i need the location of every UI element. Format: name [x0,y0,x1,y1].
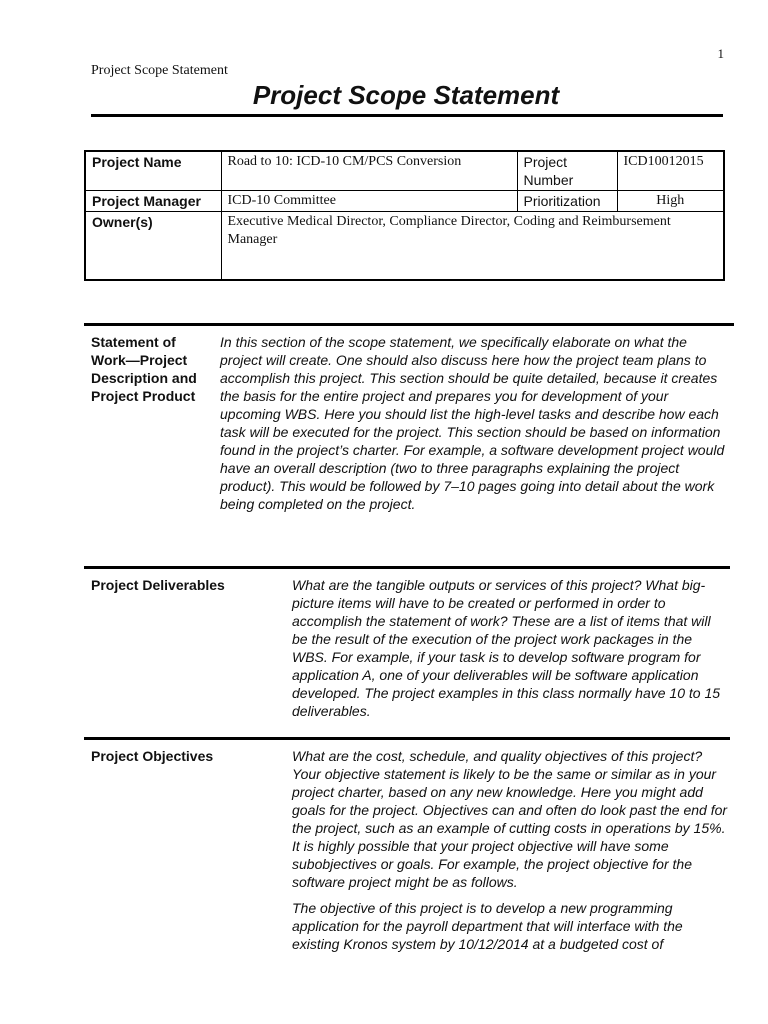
owners-label: Owner(s) [85,212,221,281]
document-title: Project Scope Statement [252,80,560,110]
section-label: Project Objectives [91,748,214,764]
section-body: In this section of the scope statement, we specifically elaborate on what the project will create. One should also discuss here how the project team plans to accomplish this project. This section should be quite detailed, because it creates the basis for the entire project and prepares you for development of your upcoming WBS. Here you should list the high-level tasks and describe how each task will be executed for the project. This section should be based on information found in the project’s charter. For example, a software development project would have an overall description (two to three paragraphs explaining the project product). This would be followed by 7–10 pages going into detail about the work being completed on the project. [220,334,725,512]
section-rule [84,566,730,569]
project-name-label: Project Name [85,151,221,191]
prioritization-value: High [617,191,724,212]
project-manager-label: Project Manager [85,191,221,212]
project-manager-value: ICD-10 Committee [221,191,517,212]
title-underline [91,114,723,117]
section-body [292,747,728,961]
owners-value: Executive Medical Director, Compliance Director, Coding and Reimbursement Manager [221,212,724,281]
statement-of-work-section [84,323,734,538]
table-row [85,191,724,212]
deliverables-section [84,566,730,726]
section-body: What are the tangible outputs or services of this project? What big-picture items will have to be created or performed in order to accomplish the statement of work? These are a list of items that will be the result of the execution of the project work packages in the WBS. For example, if your task is to develop software program for application A, one of your deliverables will be software application developed. The project examples in this class normally have 10 to 15 deliverables. [292,577,721,719]
running-header: Project Scope Statement [91,63,228,78]
table-row [85,212,724,281]
section-label: Statement of Work—Project Description and Project Product [91,334,197,404]
objectives-paragraph: What are the cost, schedule, and quality objectives of this project? Your objective statement is likely to be the same or similar as in your project charter, based on any new knowledge. Here you might add goals for the project. Objectives can and often do look past the end for the project, such as an example of cutting costs in operations by 15%. It is highly possible that your project objective will have some subobjectives or goals. For example, the project objective for the software project might be as follows. [292,748,728,890]
section-rule [84,737,730,740]
page-number: 1 [717,46,724,61]
objectives-section [84,737,730,1017]
project-info-table [84,150,725,281]
project-name-value: Road to 10: ICD-10 CM/PCS Conversion [221,151,517,191]
section-rule [84,323,734,326]
table-row [85,151,724,191]
prioritization-label: Prioritization [517,191,617,212]
section-label: Project Deliverables [91,577,225,593]
project-number-value: ICD10012015 [617,151,724,191]
project-number-label: Project Number [517,151,617,191]
objectives-example-paragraph: The objective of this project is to develop a new programming application for the payroll department that will interface with the existing Kronos system by 10/12/2014 at a budgeted cost of [292,900,683,952]
